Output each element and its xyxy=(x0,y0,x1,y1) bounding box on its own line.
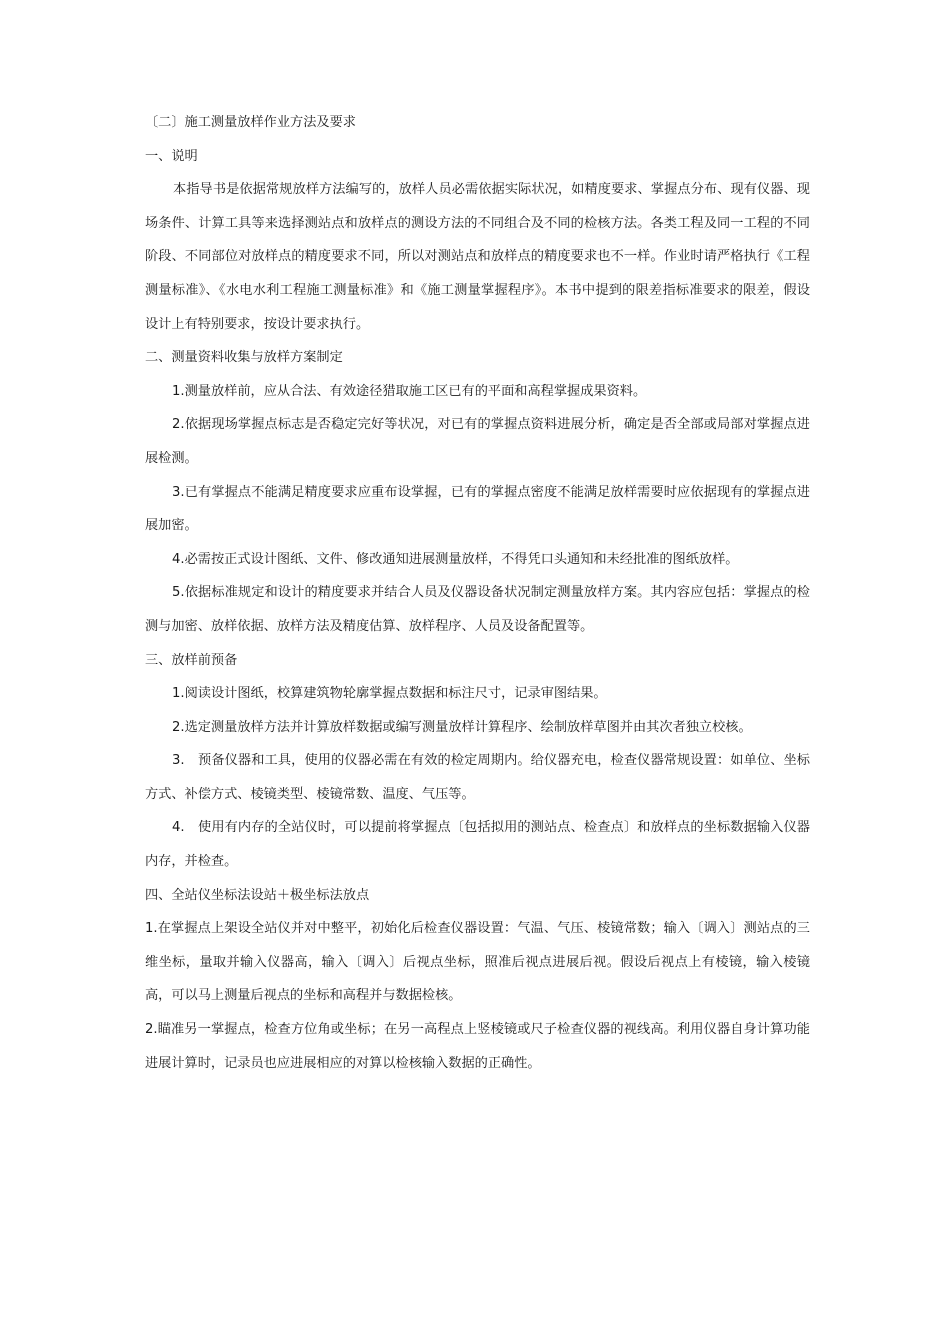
section-2-item-2: 2.依据现场掌握点标志是否稳定完好等状况，对已有的掌握点资料进展分析，确定是否全部或局部对掌握点进展检测。 xyxy=(145,417,810,466)
section-3-item-2: 2.选定测量放样方法并计算放样数据或编写测量放样计算程序、绘制放样草图并由其次者独立校核。 xyxy=(172,719,752,735)
section-1-intro: 本指导书是依据常规放样方法编写的，放样人员必需依据实际状况，如精度要求、掌握点分布、现有仪器、现场条件、计算工具等来选择测站点和放样点的测设方法的不同组合及不同的检核方法。各类工程及同一工程的不同阶段、不同部位对放样点的精度要求不同，所以对测站点和放样点的精度要求也不一样。作业时请严格执行《工程测量标准》、《水电水利工程施工测量标准》和《施工测量掌握程序》。本书中提到的限差指标准要求的限差，假设设计上有特别要求，按设计要求执行。 xyxy=(145,182,810,332)
section-heading-2: 二、测量资料收集与放样方案制定 xyxy=(145,350,343,366)
section-3-item-3: 3. 预备仪器和工具，使用的仪器必需在有效的检定周期内。给仪器充电，检查仪器常规设置：如单位、坐标方式、补偿方式、棱镜类型、棱镜常数、温度、气压等。 xyxy=(145,753,810,802)
section-2-item-3: 3.已有掌握点不能满足精度要求应重布设掌握，已有的掌握点密度不能满足放样需要时应依据现有的掌握点进展加密。 xyxy=(145,484,810,534)
document-page xyxy=(145,106,810,1080)
section-2-item-4: 4.必需按正式设计图纸、文件、修改通知进展测量放样，不得凭口头通知和未经批准的图纸放样。 xyxy=(172,551,739,567)
section-heading-1: 一、说明 xyxy=(145,148,198,164)
section-2-item-5: 5.依据标准规定和设计的精度要求并结合人员及仪器设备状况制定测量放样方案。其内容应包括：掌握点的检测与加密、放样依据、放样方法及精度估算、放样程序、人员及设备配置等。 xyxy=(145,585,810,634)
section-heading-3: 三、放样前预备 xyxy=(145,652,238,668)
section-2-item-1: 1.测量放样前，应从合法、有效途径猎取施工区已有的平面和高程掌握成果资料。 xyxy=(172,383,647,399)
section-3-item-1: 1.阅读设计图纸，校算建筑物轮廓掌握点数据和标注尺寸，记录审图结果。 xyxy=(172,686,607,702)
document-title: 〔二〕施工测量放样作业方法及要求 xyxy=(145,115,356,130)
section-3-item-4: 4. 使用有内存的全站仪时，可以提前将掌握点〔包括拟用的测站点、检查点〕和放样点的坐标数据输入仪器内存，并检查。 xyxy=(145,820,810,870)
section-heading-4: 四、全站仪坐标法设站＋极坐标法放点 xyxy=(145,887,370,903)
section-4-item-1: 1.在掌握点上架设全站仪并对中整平，初始化后检查仪器设置：气温、气压、棱镜常数；输入〔调入〕测站点的三维坐标，量取并输入仪器高，输入〔调入〕后视点坐标，照准后视点进展后视。假设后视点上有棱镜，输入棱镜高，可以马上测量后视点的坐标和高程并与数据检核。 xyxy=(145,921,810,1004)
section-4-item-2: 2.瞄准另一掌握点，检查方位角或坐标；在另一高程点上竖棱镜或尺子检查仪器的视线高。利用仪器自身计算功能进展计算时，记录员也应进展相应的对算以检核输入数据的正确性。 xyxy=(145,1022,810,1071)
